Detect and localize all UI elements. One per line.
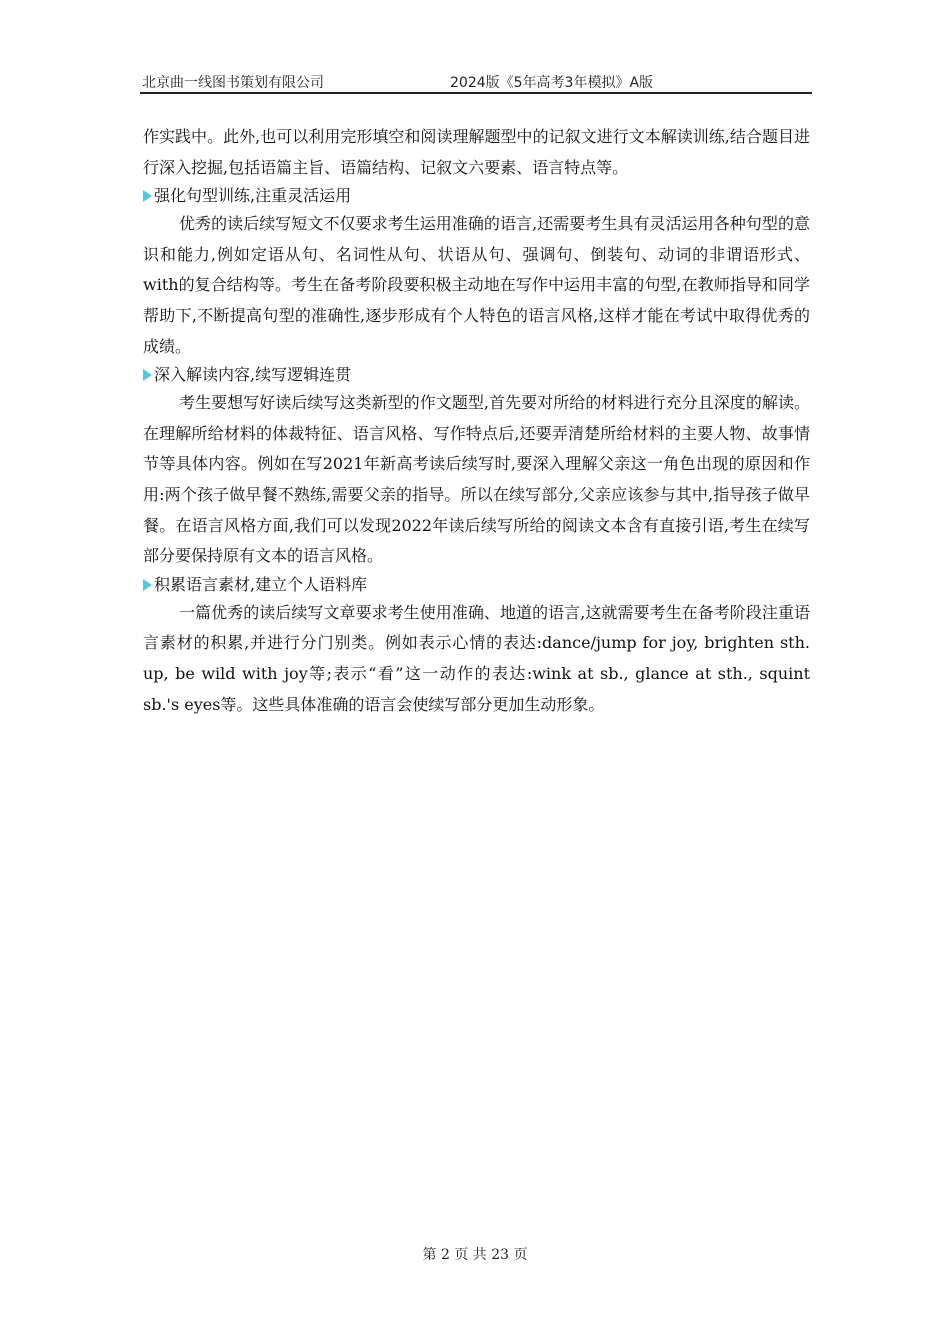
section-paragraph: 考生要想写好读后续写这类新型的作文题型,首先要对所给的材料进行充分且深度的解读。在理解所给材料的体裁特征、语言风格、写作特点后,还要弄清楚所给材料的主要人物、故事情节等具体内容。例如在写2021年新高考读后续写时,要深入理解父亲这一角色出现的原因和作用:两个孩子做早餐不熟练,需要父亲的指导。所以在续写部分,父亲应该参与其中,指导孩子做早餐。在语言风格方面,我们可以发现2022年读后续写所给的阅读文本含有直接引语,考生在续写部分要保持原有文本的语言风格。: [143, 393, 810, 566]
publisher-name: 北京曲一线图书策划有限公司: [142, 75, 324, 91]
triangle-marker-icon: [143, 369, 152, 381]
triangle-marker-icon: [143, 579, 152, 591]
book-title: 2024版《5年高考3年模拟》A版: [450, 75, 654, 91]
page-header: [140, 70, 812, 94]
section-heading-text: 强化句型训练,注重灵活运用: [154, 186, 352, 206]
section-paragraph: 一篇优秀的读后续写文章要求考生使用准确、地道的语言,这就需要考生在备考阶段注重语言素材的积累,并进行分门别类。例如表示心情的表达:dance/jump for joy, brighten sth. up, be wild with joy等;表示“看”这一动作的表达:wink at sb., glance at sth., squint sb.'s eyes等。这些具体准确的语言会使续写部分更加生动形象。: [143, 602, 810, 714]
page-number: 第 2 页 共 23 页: [422, 1247, 528, 1263]
triangle-marker-icon: [143, 190, 152, 202]
intro-paragraph: 作实践中。此外,也可以利用完形填空和阅读理解题型中的记叙文进行文本解读训练,结合题目进行深入挖掘,包括语篇主旨、语篇结构、记叙文六要素、语言特点等。: [143, 127, 810, 177]
section-heading-text: 积累语言素材,建立个人语料库: [154, 574, 368, 594]
document-body: [143, 122, 810, 720]
section-paragraph: 优秀的读后续写短文不仅要求考生运用准确的语言,还需要考生具有灵活运用各种句型的意识和能力,例如定语从句、名词性从句、状语从句、强调句、倒装句、动词的非谓语形式、 with的复合结构等。考生在备考阶段要积极主动地在写作中运用丰富的句型,在教师指导和同学帮助下,不断提高句型的准确性,逐步形成有个人特色的语言风格,这样才能在考试中取得优秀的成绩。: [143, 214, 810, 356]
section-heading-text: 深入解读内容,续写逻辑连贯: [154, 365, 352, 385]
section-heading: [143, 183, 810, 209]
section-heading: [143, 362, 810, 388]
section-heading: [143, 572, 810, 598]
